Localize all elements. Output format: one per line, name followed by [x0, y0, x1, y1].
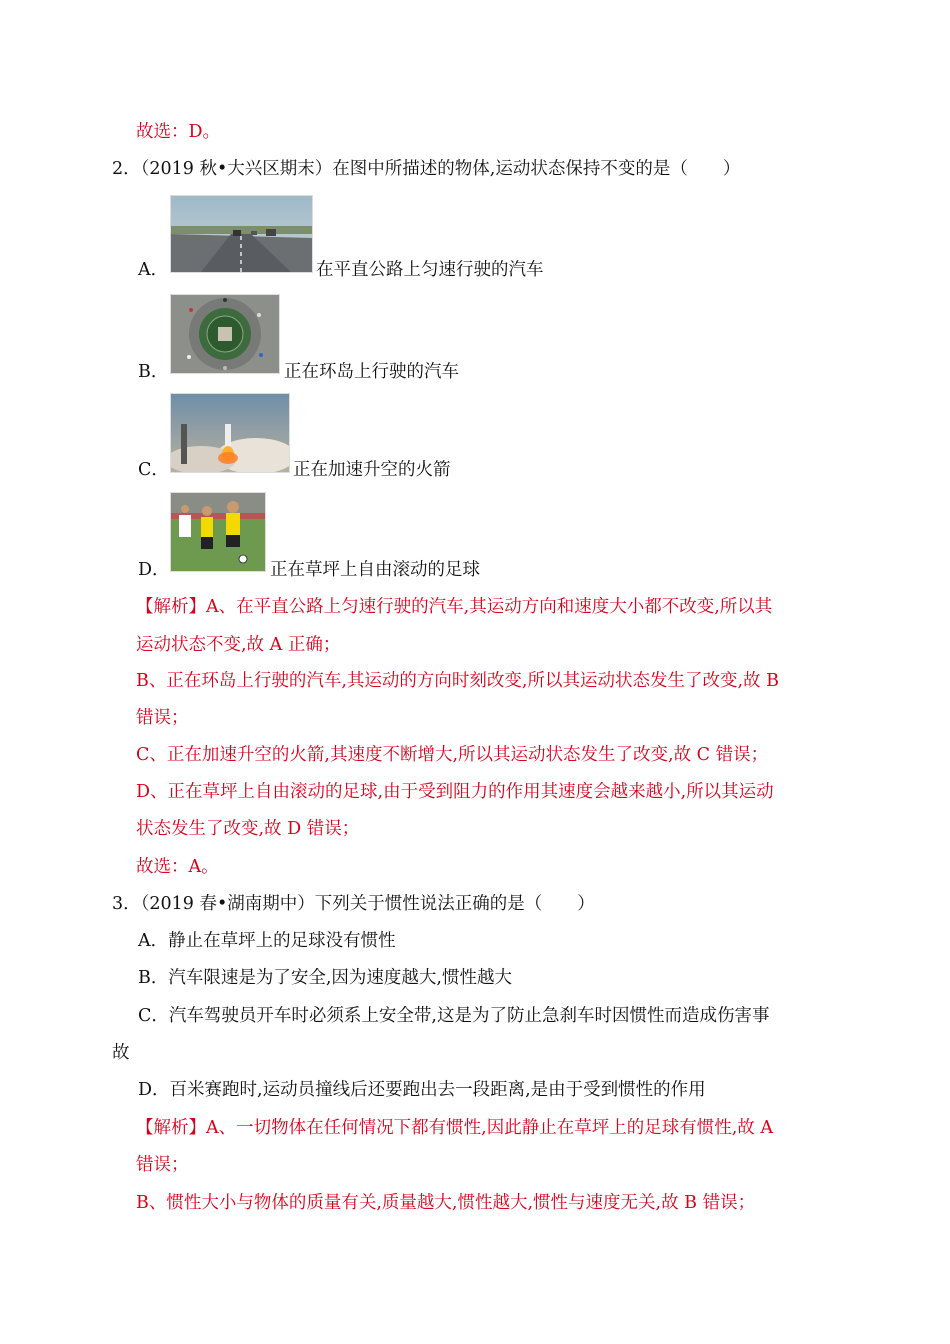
- q2-option-a-text: 在平直公路上匀速行驶的汽车: [316, 260, 544, 280]
- q2-analysis-line-7: 状态发生了改变,故 D 错误；: [136, 819, 360, 839]
- q3-option-b: B．汽车限速是为了安全,因为速度越大,惯性越大: [138, 968, 512, 988]
- q2-stem: 2．（2019 秋•大兴区期末）在图中所描述的物体,运动状态保持不变的是（ ）: [112, 159, 741, 179]
- q2-answer: 故选：A。: [136, 857, 219, 877]
- q2-analysis-line-3: B、正在环岛上行驶的汽车,其运动的方向时刻改变,所以其运动状态发生了改变,故 B: [136, 671, 779, 691]
- q2-analysis-line-2: 运动状态不变,故 A 正确；: [136, 635, 341, 655]
- q3-stem: 3．（2019 春•湖南期中）下列关于惯性说法正确的是（ ）: [112, 894, 595, 914]
- q3-analysis-line-1: 【解析】A、一切物体在任何情况下都有惯性,因此静止在草坪上的足球有惯性,故 A: [136, 1118, 773, 1138]
- q3-option-c: C．汽车驾驶员开车时必须系上安全带,这是为了防止急刹车时因惯性而造成伤害事: [138, 1006, 770, 1026]
- q2-option-c-text: 正在加速升空的火箭: [293, 460, 451, 480]
- q3-option-d: D．百米赛跑时,运动员撞线后还要跑出去一段距离,是由于受到惯性的作用: [138, 1080, 706, 1100]
- q3-analysis-line-2: 错误；: [136, 1155, 189, 1175]
- q1-answer: 故选：D。: [136, 122, 221, 142]
- q2-option-b-text: 正在环岛上行驶的汽车: [284, 362, 459, 382]
- q2-option-b-label: B．: [138, 362, 169, 382]
- q2-option-a-label: A．: [138, 260, 169, 280]
- q2-option-c-label: C．: [138, 460, 169, 480]
- q3-analysis-line-3: B、惯性大小与物体的质量有关,质量越大,惯性越大,惯性与速度无关,故 B 错误；: [136, 1193, 756, 1213]
- q3-option-a: A．静止在草坪上的足球没有惯性: [138, 931, 396, 951]
- soccer-players-photo: [170, 492, 266, 572]
- roundabout-photo: [170, 294, 280, 374]
- rocket-launch-photo: [170, 393, 290, 473]
- q2-analysis-line-5: C、正在加速升空的火箭,其速度不断增大,所以其运动状态发生了改变,故 C 错误；: [136, 745, 769, 765]
- q2-option-d-text: 正在草坪上自由滚动的足球: [270, 560, 480, 580]
- q2-option-d-label: D．: [138, 560, 170, 580]
- q2-analysis-line-4: 错误；: [136, 708, 189, 728]
- q2-analysis-line-6: D、正在草坪上自由滚动的足球,由于受到阻力的作用其速度会越来越小,所以其运动: [136, 782, 774, 802]
- q2-analysis-line-1: 【解析】A、在平直公路上匀速行驶的汽车,其运动方向和速度大小都不改变,所以其: [136, 597, 773, 617]
- q3-option-c-cont: 故: [112, 1043, 130, 1063]
- highway-photo: [170, 195, 313, 273]
